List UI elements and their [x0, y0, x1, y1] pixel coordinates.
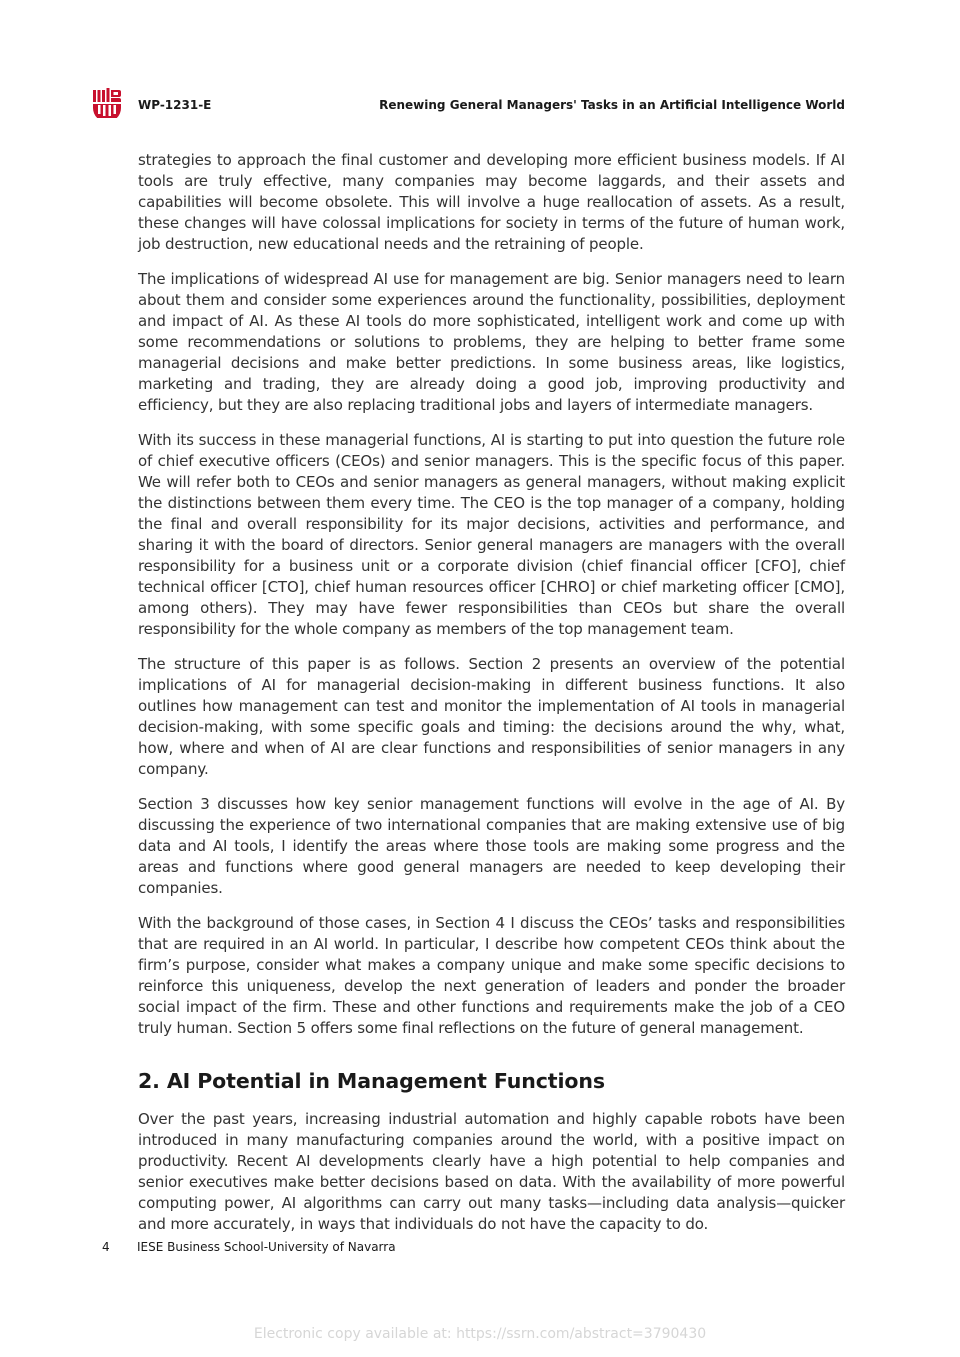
institution-name: IESE Business School-University of Navarra — [137, 1240, 396, 1254]
page-body — [138, 150, 845, 1249]
section-heading: 2. AI Potential in Management Functions — [138, 1069, 605, 1093]
ssrn-watermark: Electronic copy available at: https://ssrn.com/abstract=3790430 — [253, 1326, 707, 1342]
page-footer — [102, 1240, 396, 1254]
page-number: 4 — [102, 1240, 110, 1254]
report-id: WP-1231-E — [138, 98, 212, 112]
body-paragraph: With its success in these managerial functions, AI is starting to put into question the future role of chief executive officers (CEOs) and senior managers. This is the specific focus of this paper. We will refer both to CEOs and senior managers as general managers, without making explicit the distinctions between them every time. The CEO is the top manager of a company, holding the final and overall responsibility for its major decisions, activities and performance, and sharing it with the board of directors. Senior general managers are managers with the overall responsibility for a business unit or a corporate division (chief financial officer [CFO], chief technical officer [CTO], chief human resources officer [CHRO] or chief marketing officer [CMO], among others). They may have fewer responsibilities than CEOs but share the overall responsibility for the whole company as members of the top management team. — [138, 431, 845, 638]
body-paragraph: The implications of widespread AI use for management are big. Senior managers need to learn about them and consider some experiences around the functionality, possibilities, deployment and impact of AI. As these AI tools do more sophisticated, intelligent work and come up with some recommendations or solutions to problems, they are helping to better frame some managerial decisions and make better predictions. In some business areas, like logistics, marketing and trading, they are already doing a good job, improving productivity and efficiency, but they are also replacing traditional jobs and layers of intermediate managers. — [138, 270, 845, 414]
body-paragraph: Section 3 discusses how key senior management functions will evolve in the age of AI. By discussing the experience of two international companies that are making extensive use of big data and AI tools, I identify the areas where those tools are making some progress and the areas and functions where good general managers are needed to keep developing their companies. — [138, 795, 845, 897]
body-paragraph: With the background of those cases, in Section 4 I discuss the CEOs’ tasks and responsibilities that are required in an AI world. In particular, I describe how competent CEOs think about the firm’s purpose, consider what makes a company unique and make some specific decisions to reinforce this uniqueness, develop the next generation of leaders and ponder the broader social impact of the firm. These and other functions and requirements make the job of a CEO truly human. Section 5 offers some final reflections on the future of general management. — [138, 914, 845, 1037]
running-title: Renewing General Managers' Tasks in an Artificial Intelligence World — [379, 98, 845, 112]
section-paragraph: Over the past years, increasing industrial automation and highly capable robots have been introduced in many manufacturing companies around the world, with a positive impact on productivity. Recent AI developments clearly have a high potential to help companies and senior executives make better decisions based on data. With the availability of more powerful computing power, AI algorithms can carry out many tasks—including data analysis—quicker and more accurately, in ways that individuals do not have the capacity to do. — [138, 1110, 845, 1233]
iese-logo-icon — [93, 88, 121, 118]
page-header — [93, 88, 845, 118]
body-paragraph: The structure of this paper is as follows. Section 2 presents an overview of the potential implications of AI for managerial decision-making in different business functions. It also outlines how management can test and monitor the implementation of AI tools in managerial decision-making, with some specific goals and timing: the decisions around the why, what, how, where and when of AI are clear functions and responsibilities of senior managers in any company. — [138, 655, 845, 778]
body-paragraph: strategies to approach the final customer and developing more efficient business models. If AI tools are truly effective, many companies may become laggards, and their assets and capabilities will become obsolete. This will involve a huge reallocation of assets. As a result, these changes will have colossal implications for society in terms of the future of human work, job destruction, new educational needs and the retraining of people. — [138, 151, 845, 253]
